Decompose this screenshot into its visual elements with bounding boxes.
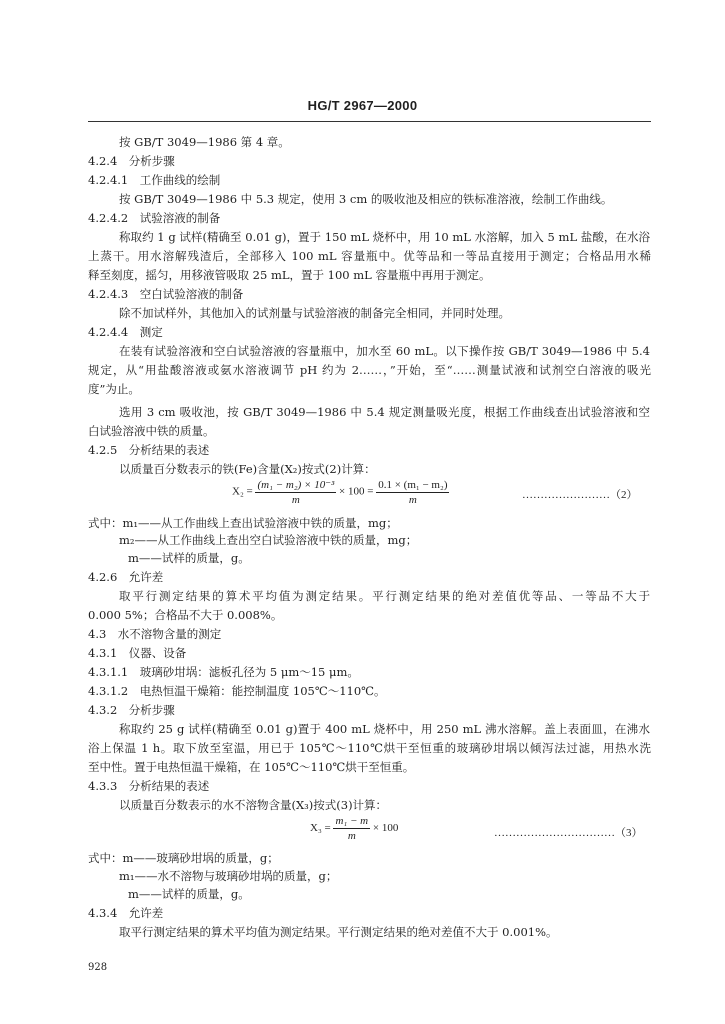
formula-2-fraction-1: [255, 478, 336, 506]
section-heading: 4.2.4 分析步骤: [88, 154, 175, 168]
text-line: 规定，从“用盐酸溶液或氨水溶液调节 pH 约为 2……，”开始，至“……测量试液和试剂空白溶液的吸光: [88, 363, 651, 377]
formula-2-denominator-2: m: [408, 493, 417, 506]
text-line: 白试验溶液中铁的质量。: [88, 424, 215, 438]
text-line: 以质量百分数表示的水不溶物含量(X₃)按式(3)计算：: [119, 798, 388, 812]
text-line: m——试样的质量，g。: [128, 887, 250, 901]
text-line: 式中：m——玻璃砂坩埚的质量，g；: [88, 851, 279, 865]
formula-2-multiplier: × 100 =: [339, 485, 374, 498]
text-line: 浴上保温 1 h。取下放至室温，用已于 105℃～110℃烘干至恒重的玻璃砂坩埚以倾泻法过滤，用热水洗: [88, 741, 651, 755]
text-line: 取平行测定结果的算术平均值为测定结果。平行测定结果的绝对差值不大于 0.001%。: [119, 925, 558, 939]
formula-2-numerator-1: (m₁ − m₂) × 10⁻³: [257, 479, 335, 491]
text-line: 以质量百分数表示的铁(Fe)含量(X₂)按式(2)计算：: [119, 462, 376, 476]
section-heading: 4.3.1 仪器、设备: [88, 646, 187, 660]
text-line: 按 GB/T 3049—1986 中 5.3 规定，使用 3 cm 的吸收池及相应的铁标准溶液，绘制工作曲线。: [119, 192, 613, 206]
text-line: 除不加试样外，其他加入的试剂量与试验溶液的制备完全相同，并同时处理。: [119, 306, 510, 320]
section-heading: 4.2.4.4 测定: [88, 325, 163, 339]
formula-3-denominator: m: [347, 830, 356, 842]
text-line: m——试样的质量，g。: [128, 551, 250, 565]
text-line: 至中性。置于电热恒温干燥箱，在 105℃～110℃烘干至恒重。: [88, 760, 415, 774]
text-line: 0.000 5%；合格品不大于 0.008%。: [88, 608, 283, 622]
section-heading: 4.2.4.2 试验溶液的制备: [88, 211, 221, 225]
text-line: 按 GB/T 3049—1986 第 4 章。: [119, 135, 290, 149]
text-line: 取平行测定结果的算术平均值为测定结果。平行测定结果的绝对差值优等品、一等品不大于: [119, 589, 650, 603]
text-line: m₁——水不溶物与玻璃砂坩埚的质量，g；: [119, 869, 338, 883]
header-rule: [88, 121, 651, 122]
section-heading: 4.3.3 分析结果的表述: [88, 779, 210, 793]
text-line: 4.3.1.2 电热恒温干燥箱：能控制温度 105℃～110℃。: [88, 684, 386, 698]
text-line: 4.3.1.1 玻璃砂坩埚：滤板孔径为 5 μm～15 μm。: [88, 665, 359, 679]
text-line: 上蒸干。用水溶解残渣后，全部移入 100 mL 容量瓶中。优等品和一等品直接用于测定；合格品用水稀: [88, 249, 651, 263]
text-line: 度”为止。: [88, 382, 140, 396]
page-number: 928: [88, 962, 108, 973]
section-heading: 4.2.4.1 工作曲线的绘制: [88, 173, 221, 187]
section-heading: 4.3.2 分析步骤: [88, 703, 175, 717]
formula-3-fraction: [333, 815, 370, 842]
section-heading: 4.2.4.3 空白试验溶液的制备: [88, 287, 244, 301]
text-line: 式中：m₁——从工作曲线上查出试验溶液中铁的质量，mg；: [88, 516, 398, 530]
formula-2-fraction-2: [376, 479, 449, 506]
formula-2: [232, 478, 449, 506]
formula-2-number: ……………………（2）: [522, 489, 638, 501]
text-line: 选用 3 cm 吸收池，按 GB/T 3049—1986 中 5.4 规定测量吸光度，根据工作曲线查出试验溶液和空: [119, 405, 650, 419]
formula-3-multiplier: × 100: [372, 822, 399, 835]
section-heading: 4.2.6 允许差: [88, 570, 164, 584]
formula-3-numerator: m₁ − m: [335, 815, 369, 827]
text-line: 称取约 1 g 试样(精确至 0.01 g)，置于 150 mL 烧杯中，用 10 mL 水溶解，加入 5 mL 盐酸，在水浴: [119, 230, 650, 244]
formula-2-denominator-1: m: [291, 494, 300, 506]
text-line: m₂——从工作曲线上查出空白试验溶液中铁的质量，mg；: [119, 533, 418, 547]
formula-3-lhs: X₃ =: [310, 822, 331, 835]
section-heading: 4.3 水不溶物含量的测定: [88, 627, 222, 641]
section-heading: 4.3.4 允许差: [88, 906, 164, 920]
section-heading: 4.2.5 分析结果的表述: [88, 443, 210, 457]
formula-3: [310, 815, 398, 842]
text-line: 释至刻度，摇匀，用移液管吸取 25 mL，置于 100 mL 容量瓶中再用于测定。: [88, 268, 491, 282]
text-line: 称取约 25 g 试样(精确至 0.01 g)置于 400 mL 烧杯中，用 250 mL 沸水溶解。盖上表面皿，在沸水: [119, 722, 650, 736]
text-line: 在装有试验溶液和空白试验溶液的容量瓶中，加水至 60 mL。以下操作按 GB/T 3049—1986 中 5.4: [119, 344, 650, 358]
formula-3-number: ……………………………（3）: [494, 827, 643, 839]
formula-2-lhs: X₂ =: [232, 485, 253, 498]
standard-header: HG/T 2967—2000: [307, 98, 418, 113]
formula-2-numerator-2: 0.1 × (m₁ − m₂): [378, 478, 448, 491]
